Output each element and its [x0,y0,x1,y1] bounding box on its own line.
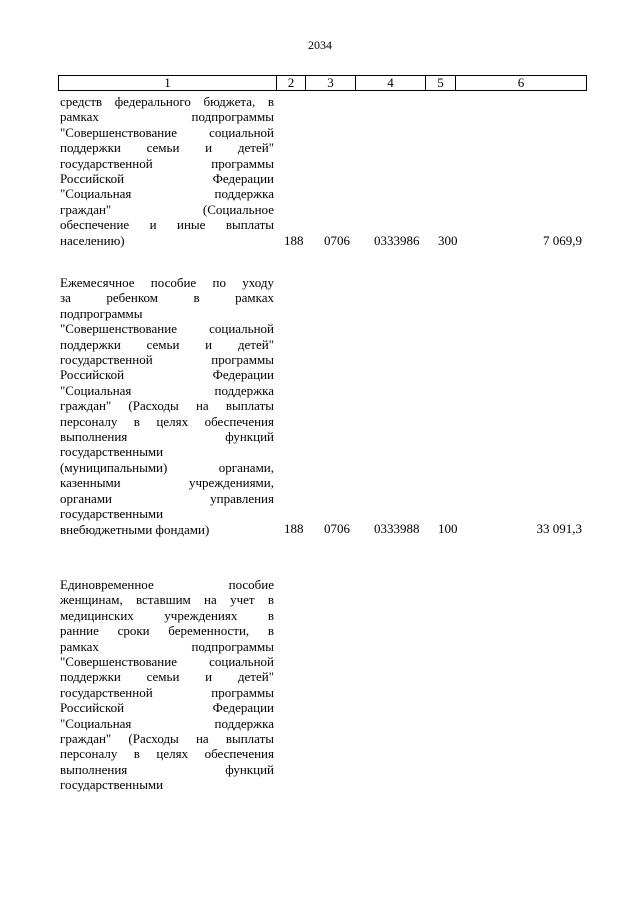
description-line: средств федерального бюджета, в [60,94,274,109]
description-line: поддержки семьи и детей" [60,336,274,352]
description-line: рамках подпрограммы [60,638,274,654]
description-line: за ребенком в рамках [60,290,274,306]
description-line: рамках подпрограммы [60,109,274,125]
description-line: женщинам, вставшим на учет в [60,592,274,608]
column-number-4: 4 [356,76,426,91]
description-line: Российской Федерации [60,700,274,716]
description-line: персоналу в целях обеспечения [60,746,274,762]
description-line: Ежемесячное пособие по уходу [60,275,274,290]
description-line: государственными [60,777,164,793]
description-line: государственной программы [60,352,274,368]
description-line: Российской Федерации [60,171,274,187]
description-line: "Совершенствование социальной [60,654,274,670]
description-line: (муниципальными) органами, [60,459,274,475]
cell-sum: 33 091,3 [536,521,582,537]
column-number-2: 2 [277,76,306,91]
description-line: поддержки семьи и детей" [60,140,274,156]
description-line: государственными [60,444,164,460]
description-line: казенными учреждениями, [60,475,274,491]
row-description [60,94,274,248]
cell-gr: 188 [284,521,304,537]
column-number-3: 3 [306,76,356,91]
description-line: государственной программы [60,155,274,171]
description-line: Единовременное пособие [60,577,274,592]
description-line: "Социальная поддержка [60,186,274,202]
cell-vr: 300 [438,232,458,248]
column-number-5: 5 [426,76,456,91]
description-line: поддержки семьи и детей" [60,669,274,685]
description-line: медицинских учреждениях в [60,607,274,623]
cell-sum: 7 069,9 [543,232,582,248]
column-number-6: 6 [456,76,587,91]
description-line: ранние сроки беременности, в [60,623,274,639]
cell-vr: 100 [438,521,458,537]
table-row [58,275,586,565]
description-line: граждан" (Расходы на выплаты [60,731,274,747]
table-column-header [58,75,587,91]
description-line: государственной программы [60,684,274,700]
description-line: граждан" (Расходы на выплаты [60,398,274,414]
description-line: населению) [60,232,125,248]
cell-csr: 0333986 [374,232,420,248]
row-description [60,275,274,537]
description-line: внебюджетными фондами) [60,521,210,537]
table-row [58,577,586,797]
description-line: обеспечение и иные выплаты [60,217,274,233]
description-line: Российской Федерации [60,367,274,383]
description-line: персоналу в целях обеспечения [60,413,274,429]
description-line: "Совершенствование социальной [60,321,274,337]
cell-gr: 188 [284,232,304,248]
description-line: выполнения функций [60,429,274,445]
description-line: государственными [60,506,164,522]
description-line: граждан" (Социальное [60,201,274,217]
description-line: "Совершенствование социальной [60,124,274,140]
cell-rz: 0706 [324,232,350,248]
column-number-1: 1 [59,76,277,91]
row-description [60,577,274,793]
description-line: подпрограммы [60,305,143,321]
page-number: 2034 [308,38,332,52]
table-row [58,94,586,264]
cell-rz: 0706 [324,521,350,537]
description-line: органами управления [60,490,274,506]
description-line: "Социальная поддержка [60,382,274,398]
description-line: выполнения функций [60,761,274,777]
cell-csr: 0333988 [374,521,420,537]
description-line: "Социальная поддержка [60,715,274,731]
